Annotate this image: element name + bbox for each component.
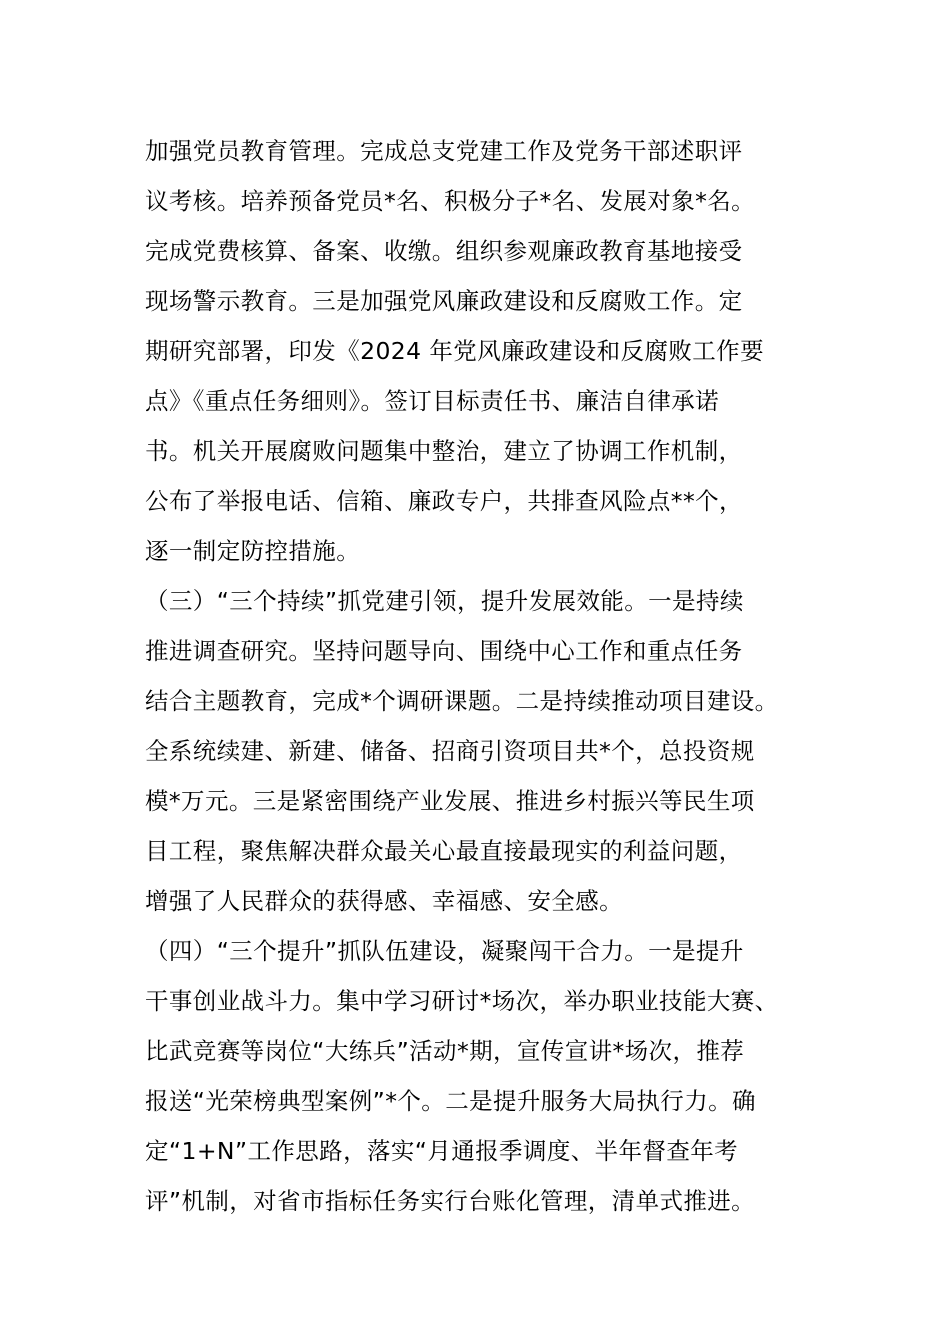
text-line: 干事创业战斗力。集中学习研讨*场次，举办职业技能大赛、 — [145, 987, 779, 1015]
text-line: 期研究部署，印发《2024 年党风廉政建设和反腐败工作要 — [145, 337, 764, 365]
text-line: 逐一制定防控措施。 — [145, 537, 361, 565]
text-line: 比武竞赛等岗位“大练兵”活动*期，宣传宣讲*场次，推荐 — [145, 1037, 745, 1065]
section-heading-line: （四）“三个提升”抓队伍建设，凝聚闯干合力。一是提升 — [145, 937, 744, 965]
section-heading-line: （三）“三个持续”抓党建引领，提升发展效能。一是持续 — [145, 587, 744, 615]
text-line: 增强了人民群众的获得感、幸福感、安全感。 — [145, 887, 623, 915]
text-line: 目工程，聚焦解决群众最关心最直接最现实的利益问题， — [145, 837, 743, 865]
text-line: 现场警示教育。三是加强党风廉政建设和反腐败工作。定 — [145, 287, 743, 315]
text-line: 点》《重点任务细则》。签订目标责任书、廉洁自律承诺 — [145, 387, 719, 415]
text-line: 模*万元。三是紧密围绕产业发展、推进乡村振兴等民生项 — [145, 787, 755, 815]
text-line: 议考核。培养预备党员*名、积极分子*名、发展对象*名。 — [145, 187, 756, 215]
text-line: 全系统续建、新建、储备、招商引资项目共*个，总投资规 — [145, 737, 755, 765]
body-text — [145, 126, 827, 1226]
text-line: 报送“光荣榜典型案例”*个。二是提升服务大局执行力。确 — [145, 1087, 756, 1115]
text-line: 定“1+N”工作思路，落实“月通报季调度、半年督查年考 — [145, 1137, 739, 1165]
text-line: 结合主题教育，完成*个调研课题。二是持续推动项目建设。 — [145, 687, 779, 715]
text-line: 评”机制，对省市指标任务实行台账化管理，清单式推进。 — [145, 1187, 756, 1215]
text-line: 加强党员教育管理。完成总支党建工作及党务干部述职评 — [145, 137, 743, 165]
text-line: 公布了举报电话、信箱、廉政专户，共排查风险点**个， — [145, 487, 743, 515]
text-line: 书。机关开展腐败问题集中整治，建立了协调工作机制， — [145, 437, 743, 465]
text-line: 完成党费核算、备案、收缴。组织参观廉政教育基地接受 — [145, 237, 743, 265]
text-line: 推进调查研究。坚持问题导向、围绕中心工作和重点任务 — [145, 637, 743, 665]
